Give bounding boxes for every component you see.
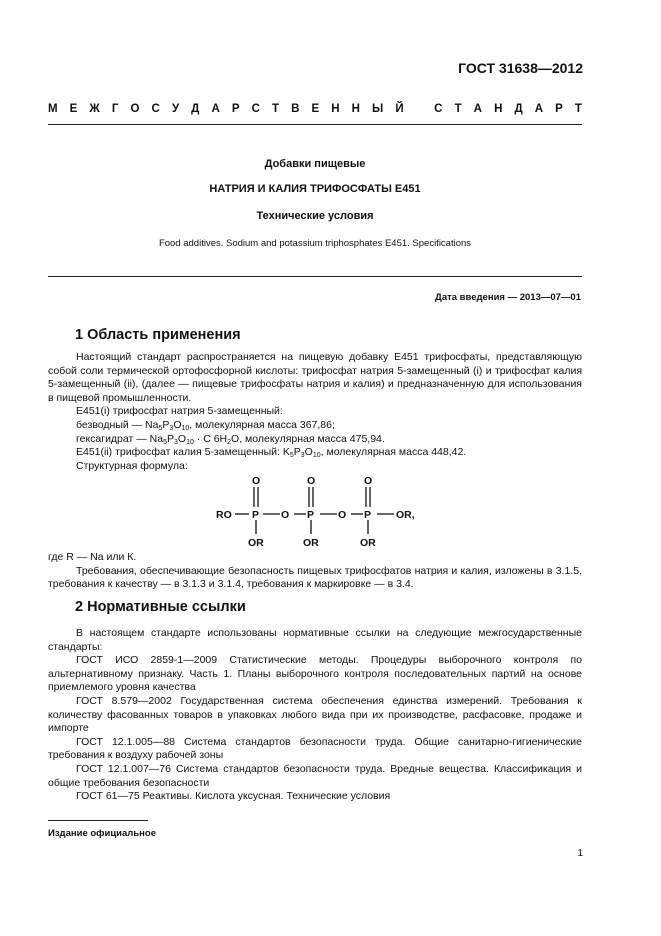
title-english: Food additives. Sodium and potassium triphosphates E451. Specifications — [158, 238, 472, 249]
edition-label: Издание официальное — [48, 828, 156, 839]
interstate-label-letter: Г — [111, 103, 119, 115]
interstate-label-letter: У — [171, 103, 180, 115]
footer-rule — [48, 820, 148, 821]
reference-item: ГОСТ ИСО 2859-1—2009 Статистические методы. Процедуры выборочного контроля по альтернативному признаку. Часть 1. Планы выборочного контроля последовательных партий на основе приемлемого уровня качества — [48, 654, 582, 694]
potassium-line: Е451(ii) трифосфат калия 5-замещенный: $K_5P_3O_{10}$, молекулярная масса 448,42. — [76, 446, 467, 460]
gost-number: ГОСТ 31638—2012 — [458, 60, 583, 76]
title-line-1: Добавки пищевые — [264, 158, 366, 170]
section-1-body — [48, 351, 582, 473]
title-rule — [48, 276, 582, 277]
interstate-label-letter: Т — [271, 103, 280, 115]
interstate-label-letter: Т — [574, 103, 582, 115]
formula-bottom-or1: OR — [248, 537, 264, 549]
interstate-label-letter: Т — [454, 103, 462, 115]
reference-item: ГОСТ 12.1.005—88 Система стандартов безопасности труда. Общие санитарно-гигиенические требования к воздуху рабочей зоны — [48, 735, 582, 762]
interstate-label-letter: М — [48, 103, 58, 115]
formula-bridge-o2: O — [338, 509, 347, 521]
title-line-3: Технические условия — [256, 210, 374, 222]
formula-bottom-or3: OR — [360, 537, 376, 549]
anhydrous-line: безводный — $Na_5P_3O_{10}$, молекулярная масса 367,86; — [76, 418, 335, 432]
section-1-tail — [48, 551, 582, 592]
interstate-label-letter: Д — [514, 103, 523, 115]
section-2-heading: 2 Нормативные ссылки — [75, 599, 246, 615]
interstate-label-letter: Д — [191, 103, 200, 115]
title-line-2: НАТРИЯ И КАЛИЯ ТРИФОСФАТЫ Е451 — [209, 183, 421, 195]
interstate-label-letter: Н — [351, 103, 360, 115]
formula-p3: P — [364, 509, 372, 521]
interstate-label-letter: С — [151, 103, 160, 115]
section-1-item-label: Е451(i) трифосфат натрия 5-замещенный: — [76, 405, 283, 418]
interstate-label-letter: С — [434, 103, 443, 115]
formula-right-group: OR, — [396, 509, 415, 521]
structural-formula-label: Структурная формула: — [76, 459, 188, 472]
interstate-label-letter: О — [130, 103, 140, 115]
header-rule — [48, 124, 582, 125]
formula-p1: P — [252, 509, 260, 521]
effective-date: Дата введения — 2013—07—01 — [435, 292, 581, 303]
interstate-label-letter: А — [211, 103, 220, 115]
interstate-label-letter: С — [251, 103, 260, 115]
formula-left-group: RO — [216, 509, 232, 521]
interstate-label-letter: А — [473, 103, 482, 115]
reference-item: ГОСТ 61—75 Реактивы. Кислота уксусная. Технические условия — [76, 790, 391, 803]
section-2-intro: В настоящем стандарте использованы нормативные ссылки на следующие межгосударственные стандарты: — [48, 627, 582, 653]
interstate-label-letter: В — [291, 103, 300, 115]
interstate-label-gap — [416, 103, 422, 115]
interstate-label-letter: Р — [555, 103, 563, 115]
interstate-label-letter: Ж — [89, 103, 100, 115]
where-line: где R — Na или К. — [48, 551, 137, 563]
section-1-heading: 1 Область применения — [75, 327, 241, 343]
hexahydrate-line: гексагидрат — $Na_5P_3O_{10} \cdot С$ $6H_2O$, молекулярная масса 475,94. — [76, 432, 385, 446]
formula-top-o3: O — [364, 475, 373, 487]
formula-bottom-or2: OR — [303, 537, 319, 549]
reference-item: ГОСТ 12.1.007—76 Система стандартов безопасности труда. Вредные вещества. Классификация и общие требования безопасности — [48, 762, 582, 789]
formula-top-o2: O — [307, 475, 316, 487]
page-number: 1 — [577, 848, 583, 859]
section-2-body — [48, 627, 582, 804]
interstate-label-letter: Е — [69, 103, 78, 115]
interstate-label-letter: Р — [231, 103, 240, 115]
formula-top-o1: O — [252, 475, 261, 487]
interstate-label-letter: Е — [311, 103, 320, 115]
formula-bridge-o1: O — [281, 509, 290, 521]
requirements-paragraph: Требования, обеспечивающие безопасность пищевых трифосфатов натрия и калия, изложены в 3.1.5, требования к качеству — в 3.1.3 и 3.1.4, требования к маркировке — в 3.4. — [48, 564, 582, 591]
interstate-label-letter: А — [534, 103, 544, 115]
interstate-label-letter: Н — [494, 103, 503, 115]
reference-item: ГОСТ 8.579—2002 Государственная система обеспечения единства измерений. Требования к количеству фасованных товаров в упаковках любого вида при их производстве, расфасовке, продаже и импорте — [48, 694, 582, 735]
formula-p2: P — [307, 509, 315, 521]
structural-formula — [200, 472, 440, 550]
interstate-label-letter: Н — [331, 103, 340, 115]
section-1-intro: Настоящий стандарт распространяется на пищевую добавку Е451 трифосфаты, представляющую собой соли термической ортофосфорной кислоты: трифосфат натрия 5-замещенный (i) и трифосфат калия 5-замещенный (ii), (далее — пищевые трифосфаты натрия и калия) и предназначенную для использования в пищевой промышленности. — [48, 351, 582, 404]
interstate-label-letter: Й — [395, 103, 404, 115]
interstate-label-letter: Ы — [372, 103, 384, 115]
interstate-standard-label — [48, 103, 582, 115]
